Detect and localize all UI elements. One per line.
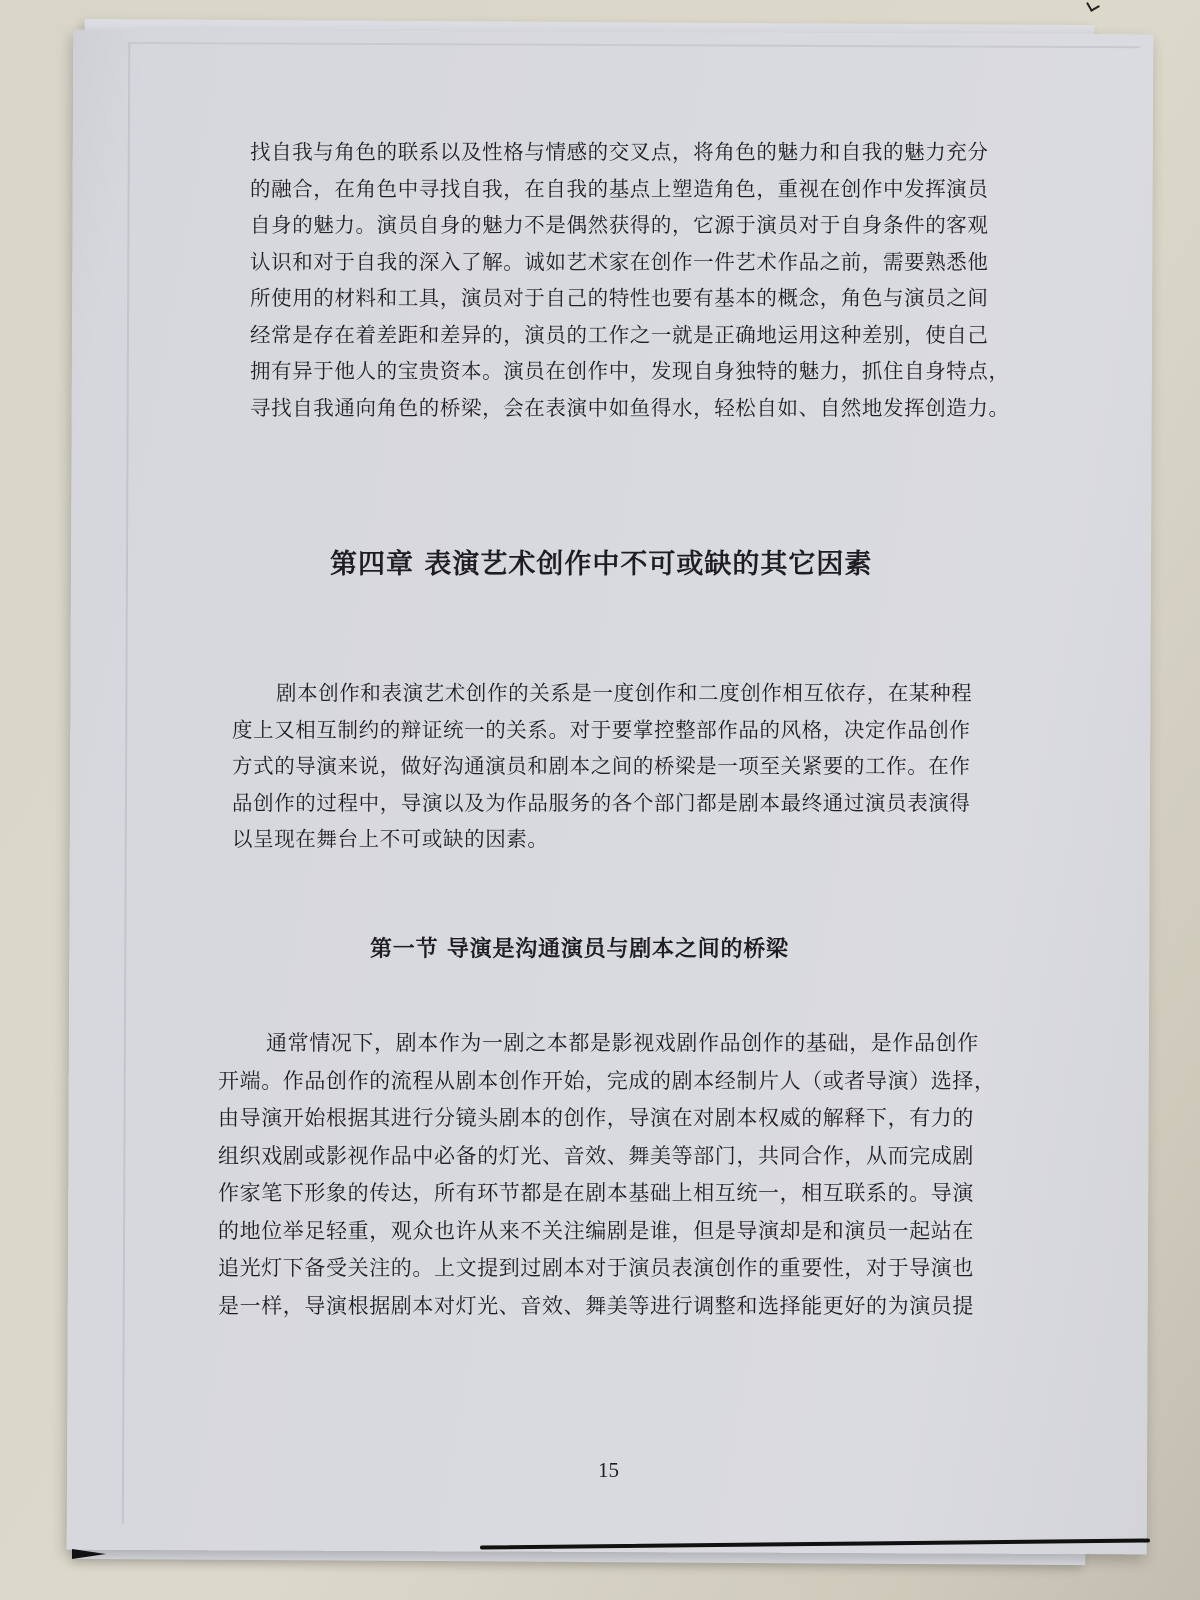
section-title: 第一节 导演是沟通演员与剧本之间的桥梁 [370,936,789,962]
text-line: 以呈现在舞台上不可或缺的因素。 [232,827,549,851]
text-line: 的融合，在角色中寻找自我，在自我的基点上塑造角色，重视在创作中发挥演员 [250,176,989,201]
text-line: 认识和对于自我的深入了解。诚如艺术家在创作一件艺术作品之前，需要熟悉他 [250,249,989,274]
text-line: 作家笔下形象的传达，所有环节都是在剧本基础上相互统一，相互联系的。导演 [218,1181,974,1205]
text-line: 品创作的过程中，导演以及为作品服务的各个部门都是剧本最终通过演员表演得 [232,790,971,815]
text-line: 方式的导演来说，做好沟通演员和剧本之间的桥梁是一项至关紧要的工作。在作 [232,754,971,778]
chapter-title: 第四章 表演艺术创作中不可或缺的其它因素 [330,549,873,580]
text-line: 是一样，导演根据剧本对灯光、音效、舞美等进行调整和选择能更好的为演员提 [218,1293,974,1318]
section-paragraph [218,1025,1008,1325]
continued-paragraph [250,134,1010,426]
corner-crop-mark [72,1549,106,1559]
text-line: 组织戏剧或影视作品中必备的灯光、音效、舞美等部门，共同合作，从而完成剧 [218,1143,974,1168]
text-line: 度上又相互制约的辩证统一的关系。对于要掌控整部作品的风格，决定作品创作 [232,717,971,742]
text-line: 由导演开始根据其进行分镜头剧本的创作，导演在对剧本权威的解释下，有力的 [218,1106,974,1130]
text-line: 开端。作品创作的流程从剧本创作开始，完成的剧本经制片人（或者导演）选择， [218,1068,996,1093]
text-line: 剧本创作和表演艺术创作的关系是一度创作和二度创作相互依存，在某种程 [276,681,973,705]
text-line: 拥有异于他人的宝贵资本。演员在创作中，发现自身独特的魅力，抓住自身特点， [250,359,1010,383]
text-line: 经常是存在着差距和差异的，演员的工作之一就是正确地运用这种差别，使自己 [250,322,989,347]
text-line: 通常情况下，剧本作为一剧之本都是影视戏剧作品创作的基础，是作品创作 [266,1031,979,1055]
text-line: 所使用的材料和工具，演员对于自己的特性也要有基本的概念，角色与演员之间 [250,286,989,310]
page-number: 15 [598,1458,619,1482]
text-line: 自身的魅力。演员自身的魅力不是偶然获得的，它源于演员对于自身条件的客观 [250,213,989,237]
chapter-intro-paragraph [232,675,992,858]
text-line: 找自我与角色的联系以及性格与情感的交叉点，将角色的魅力和自我的魅力充分 [250,140,989,164]
text-line: 寻找自我通向角色的桥梁，会在表演中如鱼得水，轻松自如、自然地发挥创造力。 [250,395,1010,420]
text-line: 追光灯下备受关注的。上文提到过剧本对于演员表演创作的重要性，对于导演也 [218,1256,974,1280]
text-line: 的地位举足轻重，观众也许从来不关注编剧是谁，但是导演却是和演员一起站在 [218,1218,974,1243]
